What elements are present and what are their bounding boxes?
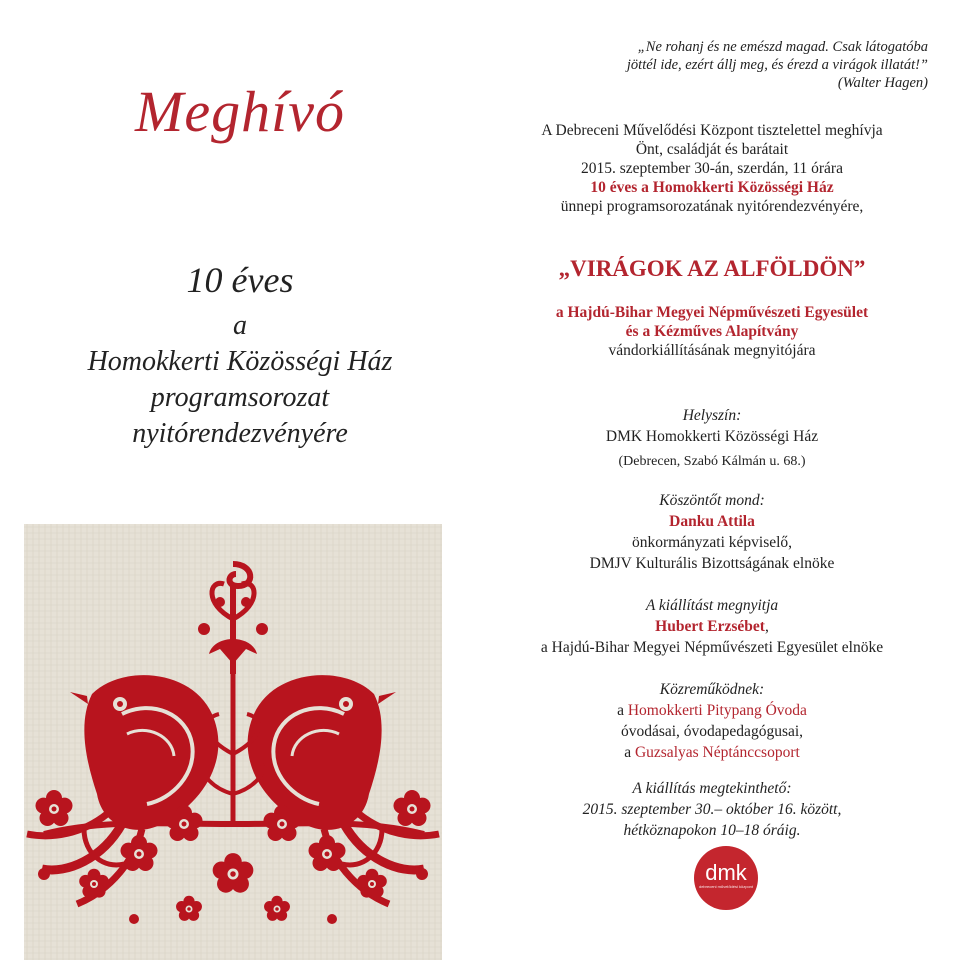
performers-label: Közreműködnek: [659,681,765,698]
venue-block [470,406,954,471]
greeting-role-2: DMJV Kulturális Bizottságának elnöke [589,555,835,572]
greeting-label: Köszöntőt mond: [659,492,765,509]
quote-line-2: jöttél ide, ezért állj meg, és érezd a virágok illatát!” [626,57,928,73]
embroidery-image [24,524,442,960]
left-subtitle-block [40,258,440,452]
venue-name-line: Homokkerti Közösségi Ház [87,346,393,377]
venue-label: Helyszín: [682,407,742,424]
venue-name: DMK Homokkerti Közösségi Ház [605,428,819,445]
performer-1-name: Homokkerti Pitypang Óvoda [627,702,807,719]
anniversary-highlight: 10 éves a Homokkerti Közösségi Ház [590,179,834,196]
organizer-1: a Hajdú-Bihar Megyei Népművészeti Egyesület [555,304,869,321]
quote-line-1: „Ne rohanj és ne emészd magad. Csak látogatóba [637,39,928,55]
opening-speaker: Hubert Erzsébet [655,618,765,635]
intro-line-1: A Debreceni Művelődési Központ tisztelettel meghívja [541,122,883,139]
anniversary-line: 10 éves [186,260,294,300]
invitation-title: Meghívó [135,79,345,144]
program-line: programsorozat [150,382,330,413]
logo-subtext: debreceni művelődési központ [698,884,754,889]
greeting-speaker: Danku Attila [669,513,755,530]
logo-text: dmk [705,860,747,885]
viewing-block [470,779,954,840]
intro-line-4: ünnepi programsorozatának nyitórendezvényére, [560,198,864,215]
quote-block [540,38,928,92]
performer-2-line: óvodásai, óvodapedagógusai, [620,723,804,740]
performers-block [470,680,954,762]
greeting-role-1: önkormányzati képviselő, [631,534,793,551]
intro-line-3: 2015. szeptember 30-án, szerdán, 11 órára [581,160,843,177]
exhibition-block [470,303,954,360]
opening-label: A kiállítást megnyitja [645,597,779,614]
performer-1-prefix: a [617,702,628,719]
dmk-logo [694,846,758,910]
opening-block [470,596,954,657]
viewing-dates: 2015. szeptember 30.– október 16. között, [582,801,842,818]
performer-3-line [470,743,954,762]
intro-block [470,121,954,216]
exhibition-line: vándorkiállításának megnyitójára [608,342,816,359]
opening-role: a Hajdú-Bihar Megyei Népművészeti Egyesület elnöke [540,639,884,656]
performer-3-prefix: a [624,744,635,761]
viewing-hours: hétköznapokon 10–18 óráig. [623,822,801,839]
intro-line-2: Önt, családját és barátait [635,141,789,158]
opening-speaker-suffix: , [764,618,769,635]
performer-1-line [470,701,954,720]
exhibition-title [470,255,954,283]
viewing-label: A kiállítás megtekinthető: [632,780,792,797]
greeting-block [470,491,954,573]
quote-author: (Walter Hagen) [837,75,928,91]
opening-speaker-line [470,617,954,636]
article-line: a [233,310,247,341]
exhibition-title-text: „VIRÁGOK AZ ALFÖLDÖN” [558,256,866,281]
organizer-2: és a Kézműves Alapítvány [625,323,799,340]
performer-3-name: Guzsalyas Néptánccsoport [634,744,800,761]
opening-event-line: nyitórendezvényére [132,418,348,449]
venue-address: (Debrecen, Szabó Kálmán u. 68.) [618,454,806,469]
